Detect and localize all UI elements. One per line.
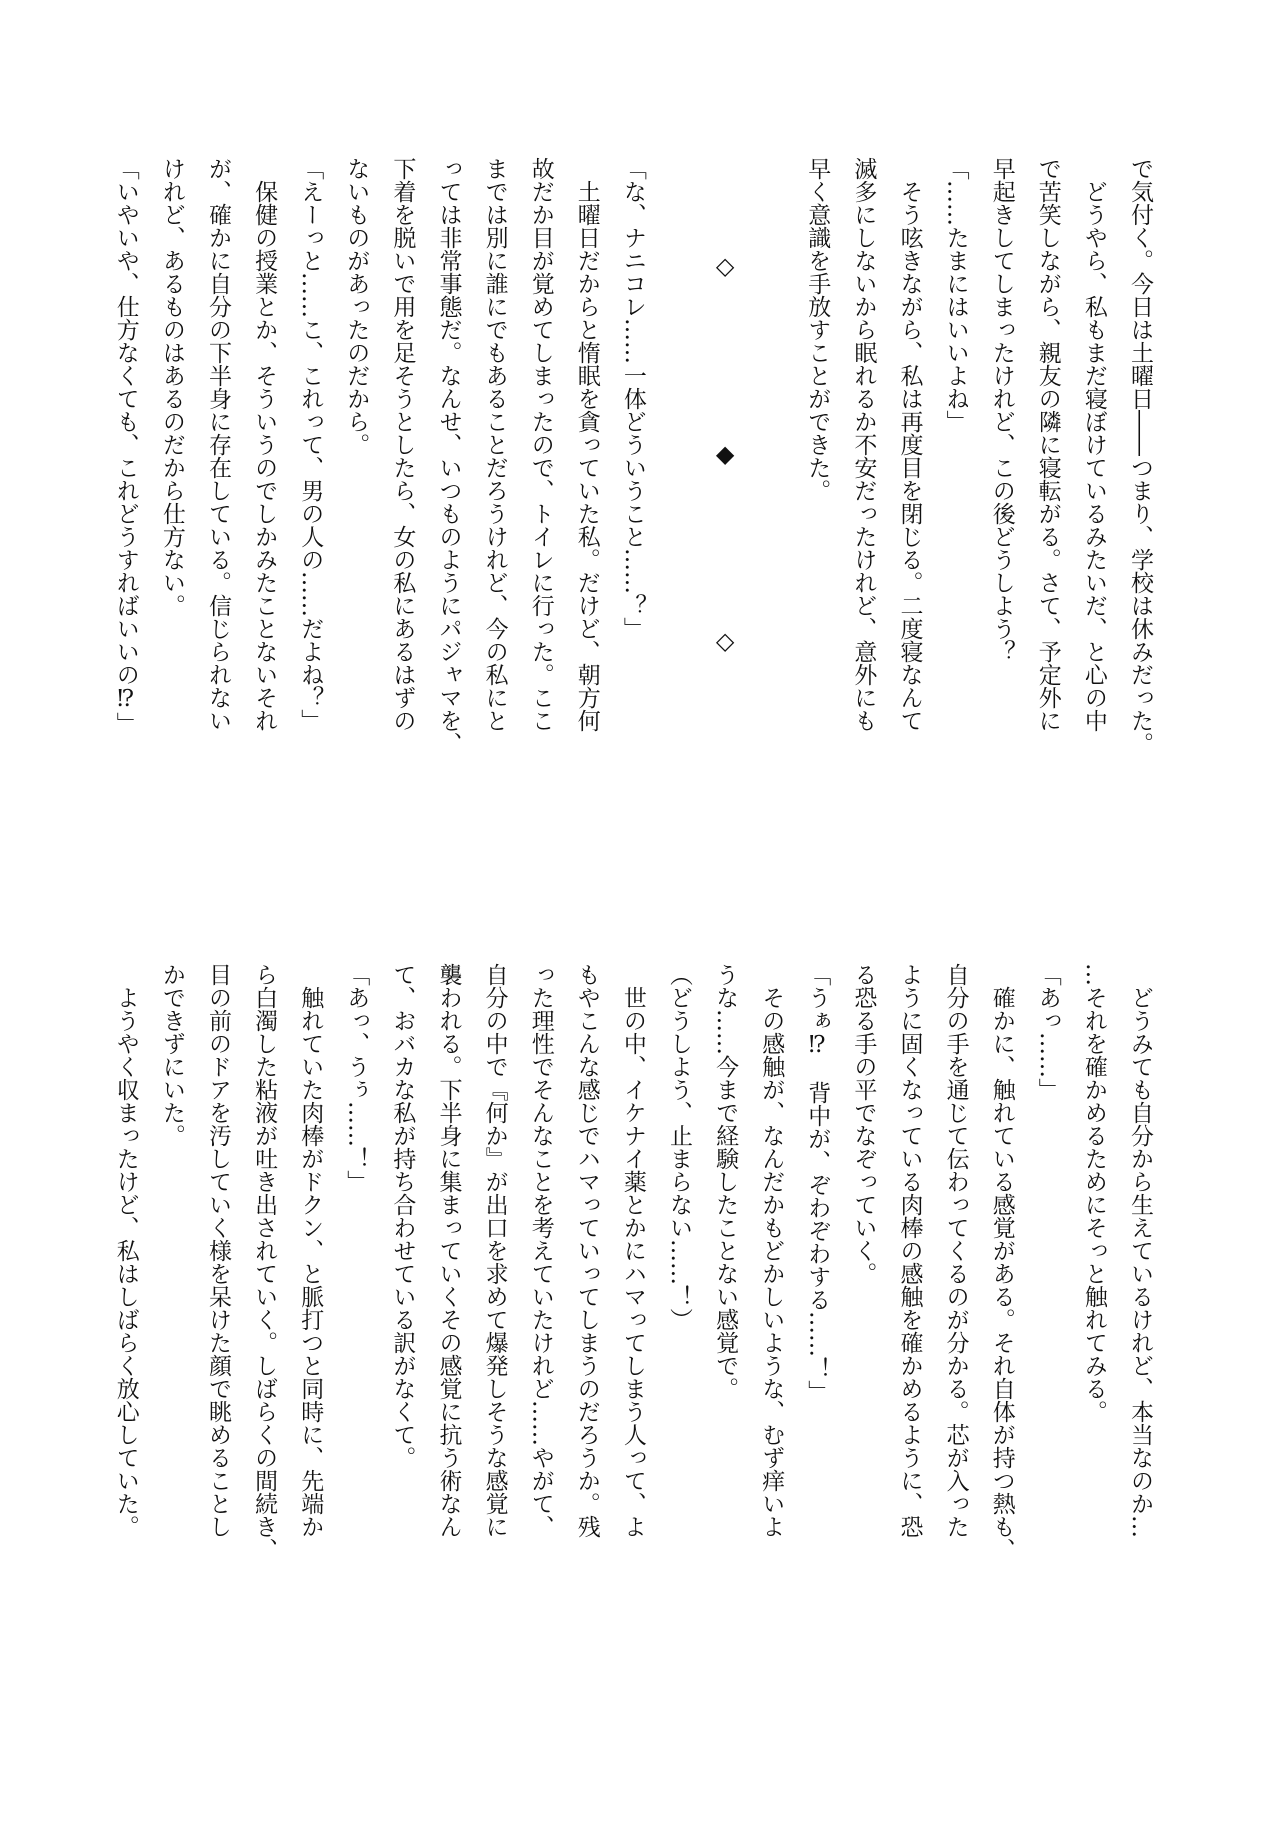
text-column: 目の前のドアを汚していく様を呆けた顔で眺めることし — [205, 963, 231, 1538]
text-column: かできずにいた。 — [158, 963, 185, 1147]
text-column: 土曜日だからと惰眠を貪っていた私。だけど、朝方何 — [573, 180, 600, 732]
text-column: ようやく収まったけど、私はしばらく放心していた。 — [112, 986, 139, 1538]
text-column: ないものがあったのだから。 — [343, 157, 370, 456]
text-column: 世の中、イケナイ薬とかにハマってしまう人って、よ — [619, 986, 646, 1538]
text-column: 滅多にしないから眠れるか不安だったけれど、意外にも — [850, 157, 877, 732]
text-column: で気付く。今日は土曜日――つまり、学校は休みだった。 — [1127, 157, 1153, 755]
text-column: 保健の授業とか、そういうのでしかみたことないそれ — [251, 180, 278, 732]
text-column: ように固くなっている肉棒の感触を確かめるように、恐 — [896, 963, 923, 1538]
section-break — [702, 157, 748, 747]
text-column: 「えーっと……こ、これって、男の人の……だよね？」 — [297, 157, 324, 732]
text-column — [656, 157, 702, 747]
text-column: る恐る手の平でなぞっていく。 — [850, 963, 877, 1285]
text-column: 故だか目が覚めてしまったので、トイレに行った。ここ — [527, 157, 554, 732]
text-column: （どうしよう、止まらない……！） — [666, 963, 692, 1331]
text-column: っては非常事態だ。なんせ、いつものようにパジャマを、 — [435, 157, 462, 755]
text-column: …それを確かめるためにそっと触れてみる。 — [1080, 963, 1107, 1423]
text-column: 襲われる。下半身に集まっていくその感覚に抗う術なん — [435, 963, 462, 1538]
text-column: そう呟きながら、私は再度目を閉じる。二度寝なんて — [896, 180, 923, 732]
text-column: どうやら、私もまだ寝ぼけているみたいだ、と心の中 — [1080, 180, 1107, 732]
text-column: て、おバカな私が持ち合わせている訳がなくて。 — [389, 963, 416, 1469]
text-column: けれど、あるものはあるのだから仕方ない。 — [158, 157, 185, 617]
text-column: 下着を脱いで用を足そうとしたら、女の私にあるはずの — [389, 157, 416, 732]
text-column: 「な、ナニコレ……一体どういうこと……？」 — [619, 157, 646, 640]
text-column: その感触が、なんだかもどかしいような、むず痒いよ — [758, 986, 785, 1538]
text-column: までは別に誰にでもあることだろうけれど、今の私にと — [481, 157, 508, 732]
text-column: 「うぁ⁉ 背中が、ぞわぞわする……！」 — [804, 963, 831, 1403]
hollow-diamond-icon: ◇ — [715, 627, 735, 655]
text-column — [748, 157, 794, 747]
text-column: もやこんな感じでハマっていってしまうのだろうか。残 — [573, 963, 600, 1538]
lower-text-block — [0, 963, 1280, 1563]
text-column: 「……たまにはいいよね」 — [942, 157, 969, 433]
text-column: 自分の中で『何か』が出口を求めて爆発しそうな感覚に — [481, 963, 508, 1538]
text-column: 自分の手を通じて伝わってくるのが分かる。芯が入った — [942, 963, 969, 1538]
text-column: った理性でそんなことを考えていたけれど……やがて、 — [527, 963, 554, 1538]
text-column: が、確かに自分の下半身に存在している。信じられない — [205, 157, 231, 732]
filled-diamond-icon: ◆ — [715, 440, 735, 468]
text-column: うな……今まで経験したことない感覚で。 — [712, 963, 739, 1400]
text-column: 早く意識を手放すことができた。 — [804, 157, 831, 502]
text-column: ら白濁した粘液が吐き出されていく。しばらくの間続き、 — [251, 963, 278, 1561]
hollow-diamond-icon: ◇ — [715, 252, 735, 280]
text-column: 触れていた肉棒がドクン、と脈打つと同時に、先端か — [297, 986, 324, 1538]
text-column: 「いやいや、仕方なくても、これどうすればいいの⁉」 — [112, 157, 139, 735]
text-column: 「あっ……」 — [1034, 963, 1061, 1101]
text-column: どうみても自分から生えているけれど、本当なのか… — [1127, 986, 1153, 1538]
upper-text-block — [0, 157, 1280, 757]
text-column: 早起きしてしまったけれど、この後どうしよう？ — [988, 157, 1015, 663]
text-column: 確かに、触れている感覚がある。それ自体が持つ熱も、 — [988, 986, 1015, 1561]
text-column: 「あっ、うぅ……！」 — [343, 963, 370, 1193]
text-column: で苦笑しながら、親友の隣に寝転がる。さて、予定外に — [1034, 157, 1061, 732]
